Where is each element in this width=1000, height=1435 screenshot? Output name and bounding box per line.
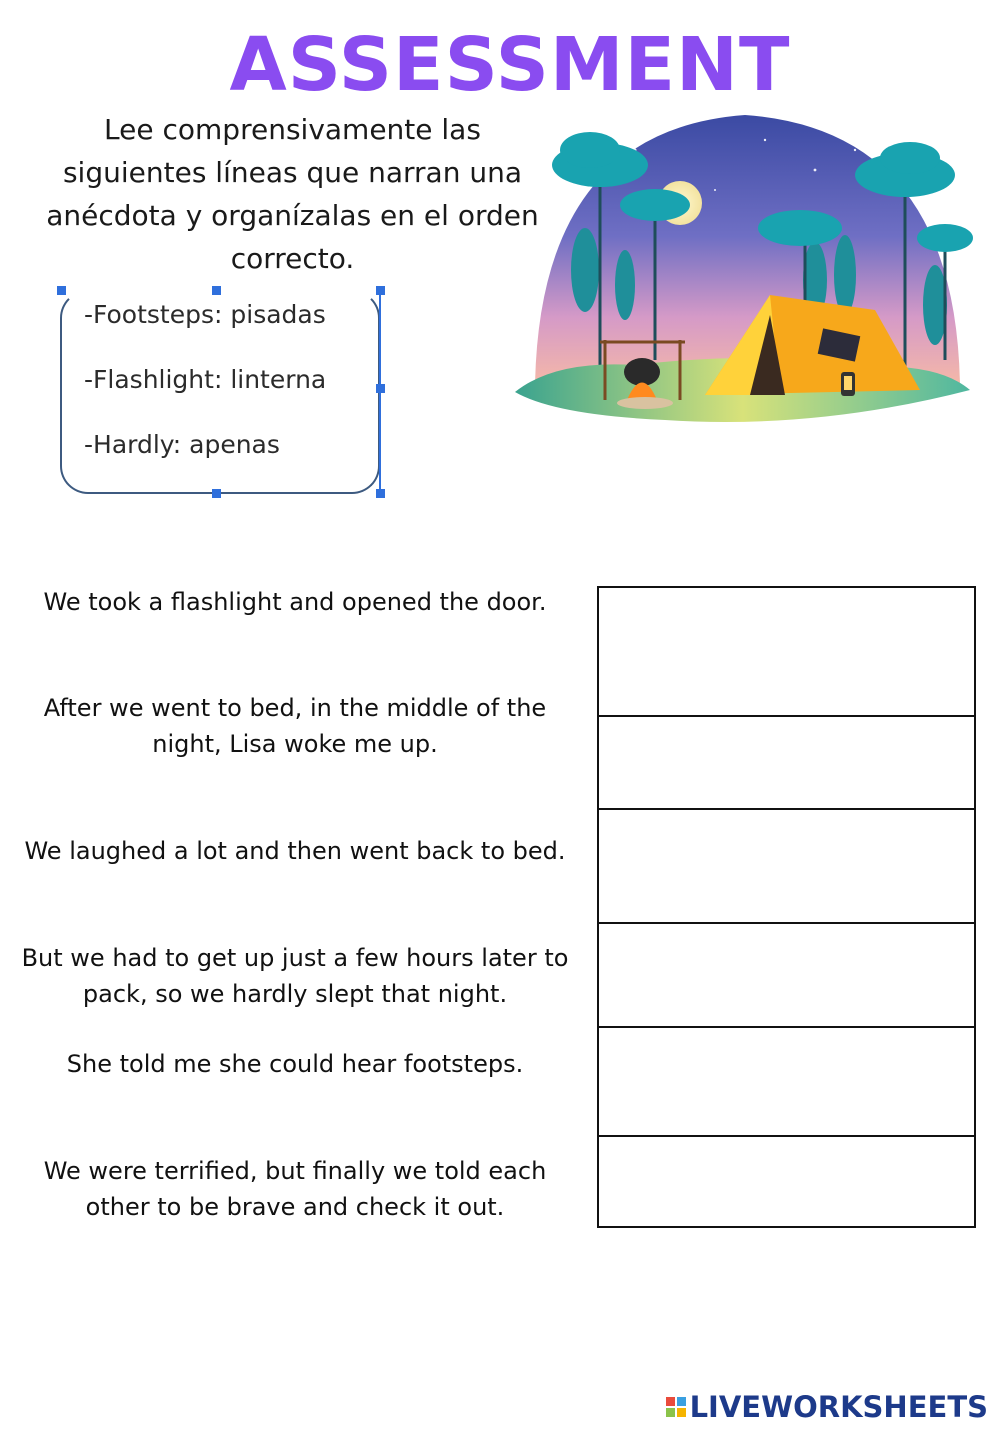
vocabulary-item: -Footsteps: pisadas — [84, 300, 326, 329]
selection-handle[interactable] — [376, 384, 385, 393]
answer-input-box[interactable] — [597, 922, 976, 1028]
brand-name: LIVEWORKSHEETS — [689, 1390, 988, 1424]
vocabulary-item: -Flashlight: linterna — [84, 365, 327, 394]
vocabulary-box — [60, 290, 380, 494]
answer-input-box[interactable] — [597, 586, 976, 717]
vocabulary-item: -Hardly: apenas — [84, 430, 280, 459]
liveworksheets-logo-icon — [666, 1397, 686, 1417]
sentence-item: But we had to get up just a few hours later to pack, so we hardly slept that night. — [21, 944, 569, 1008]
selection-handle[interactable] — [376, 286, 385, 295]
answer-input-box[interactable] — [597, 1135, 976, 1228]
instructions-text: Lee comprensivamente las siguientes líneas que narran una anécdota y organízalas en el orden correcto. — [46, 113, 539, 275]
footer-brand[interactable] — [666, 1390, 988, 1424]
sentence-item: We laughed a lot and then went back to bed. — [24, 837, 566, 865]
answer-input-box[interactable] — [597, 715, 976, 810]
answer-input-box[interactable] — [597, 808, 976, 924]
sentence-item: She told me she could hear footsteps. — [66, 1050, 524, 1078]
selection-handle[interactable] — [57, 286, 66, 295]
answer-input-box[interactable] — [597, 1026, 976, 1137]
camping-scene-illustration — [515, 110, 975, 425]
selection-handle[interactable] — [376, 489, 385, 498]
sentence-item: After we went to bed, in the middle of the night, Lisa woke me up. — [43, 694, 547, 758]
selection-handle[interactable] — [212, 286, 221, 295]
sentence-item: We took a flashlight and opened the door. — [43, 588, 547, 616]
sentence-item: We were terrified, but finally we told each other to be brave and check it out. — [43, 1157, 547, 1221]
selection-handle[interactable] — [212, 489, 221, 498]
page-title: ASSESSMENT — [229, 22, 791, 108]
